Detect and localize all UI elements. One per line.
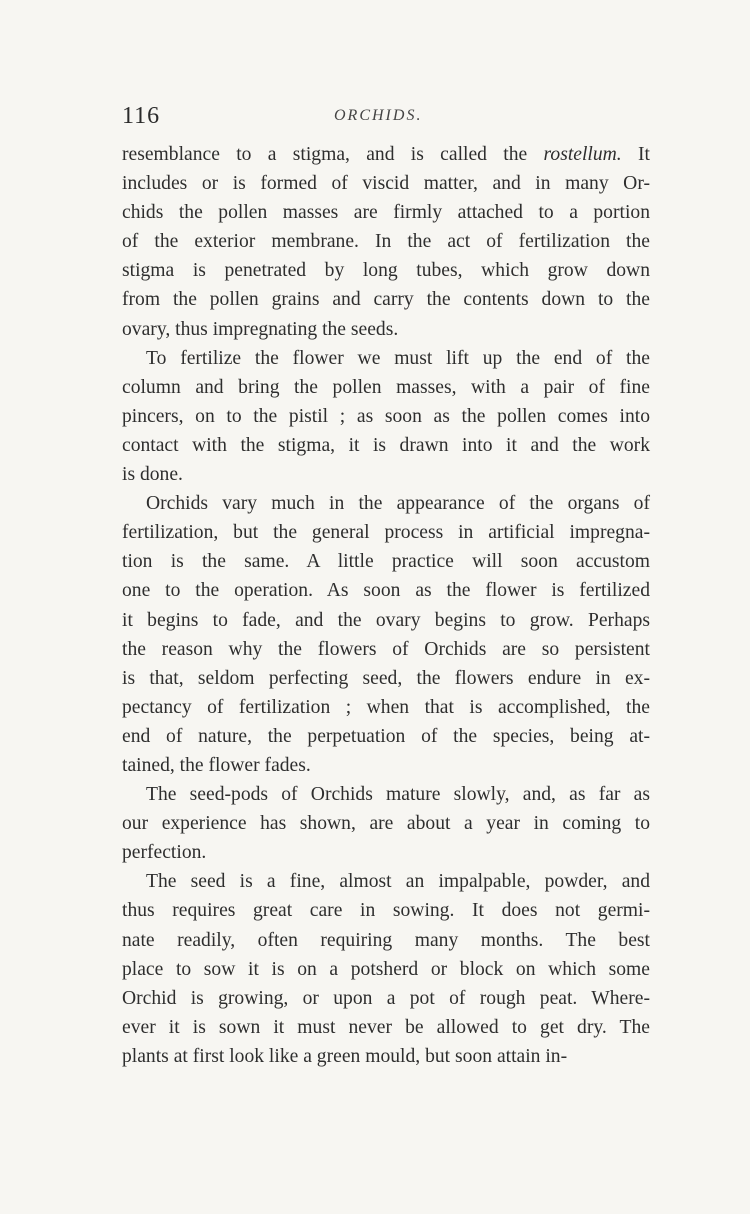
body-text xyxy=(122,140,650,1071)
text-line: end of nature, the perpetuation of the species, being at- xyxy=(122,725,650,747)
text-line: perfection. xyxy=(122,842,207,864)
text-line: The seed is a fine, almost an impalpable, powder, and xyxy=(146,871,650,893)
text-line: is that, seldom perfecting seed, the flowers endure in ex- xyxy=(122,667,650,689)
text-line: ever it is sown it must never be allowed to get dry. The xyxy=(122,1016,650,1038)
paragraph xyxy=(122,780,650,867)
text-line: ovary, thus impregnating the seeds. xyxy=(122,318,399,340)
text-line: pincers, on to the pistil ; as soon as the pollen comes into xyxy=(122,405,650,427)
text-line: stigma is penetrated by long tubes, which grow down xyxy=(122,260,650,282)
text-line: fertilization, but the general process in artificial impregna- xyxy=(122,522,650,544)
text-line: resemblance to a stigma, and is called the rostellum. It xyxy=(122,144,650,165)
text-line: place to sow it is on a potsherd or block on which some xyxy=(122,958,650,980)
paragraph xyxy=(122,867,650,1071)
text-line: from the pollen grains and carry the contents down to the xyxy=(122,289,650,311)
text-line: the reason why the flowers of Orchids are so persistent xyxy=(122,638,650,660)
text-line: tained, the flower fades. xyxy=(122,754,311,776)
text-line: of the exterior membrane. In the act of fertilization the xyxy=(122,231,650,253)
text-line: To fertilize the flower we must lift up the end of the xyxy=(146,347,650,369)
page-number: 116 xyxy=(122,103,161,129)
text-line: tion is the same. A little practice will soon accustom xyxy=(122,551,650,573)
paragraph xyxy=(122,344,650,489)
paragraph xyxy=(122,140,650,344)
text-line: Orchids vary much in the appearance of the organs of xyxy=(146,493,650,515)
text-line: contact with the stigma, it is drawn into it and the work xyxy=(122,434,650,456)
text-line: includes or is formed of viscid matter, and in many Or- xyxy=(122,173,650,195)
text-line: plants at first look like a green mould, but soon attain in- xyxy=(122,1045,568,1067)
page-header xyxy=(122,103,650,133)
emphasized-term: rostellum. xyxy=(543,144,622,165)
text-line: is done. xyxy=(122,464,183,486)
text-line: one to the operation. As soon as the flower is fertilized xyxy=(122,580,650,602)
text-line: it begins to fade, and the ovary begins to grow. Perhaps xyxy=(122,609,650,631)
text-line: nate readily, often requiring many months. The best xyxy=(122,929,650,951)
text-line: Orchid is growing, or upon a pot of rough peat. Where- xyxy=(122,987,650,1009)
text-line: The seed-pods of Orchids mature slowly, and, as far as xyxy=(146,784,650,806)
text-line: column and bring the pollen masses, with a pair of fine xyxy=(122,376,650,398)
text-line: pectancy of fertilization ; when that is accomplished, the xyxy=(122,696,650,718)
text-line: chids the pollen masses are firmly attached to a portion xyxy=(122,202,650,224)
paragraph xyxy=(122,489,650,780)
text-line: our experience has shown, are about a year in coming to xyxy=(122,813,650,835)
text-line: thus requires great care in sowing. It does not germi- xyxy=(122,900,650,922)
running-head: ORCHIDS. xyxy=(334,107,423,124)
